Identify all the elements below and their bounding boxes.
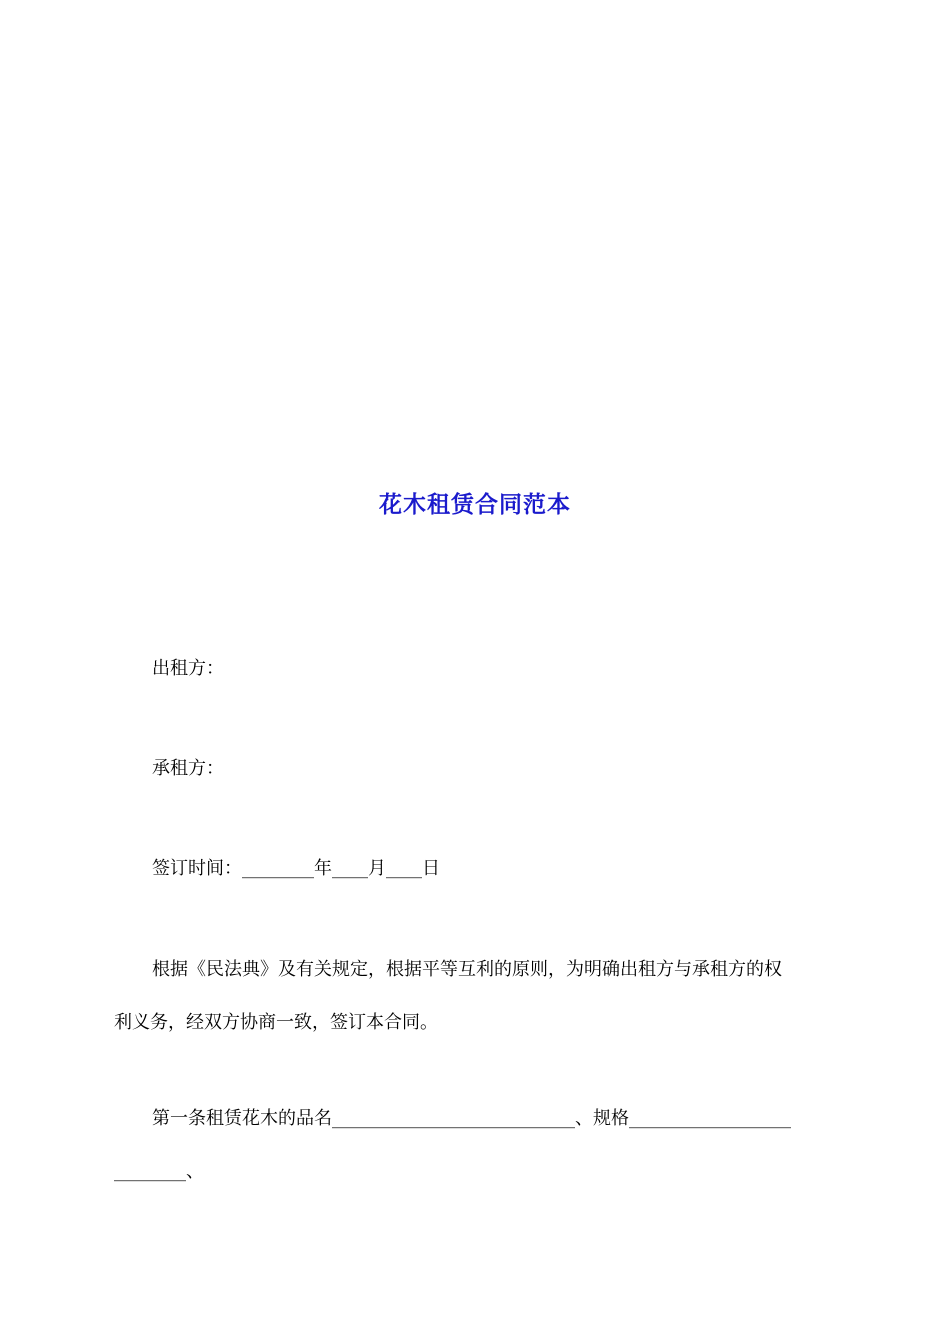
lessor-label: 出租方： bbox=[152, 658, 224, 679]
sign-date-line: 签订时间：________年____月____日 bbox=[152, 858, 440, 879]
document-title: 花木租赁合同范本 bbox=[379, 491, 571, 518]
article-1-line-2: ________、 bbox=[114, 1161, 204, 1182]
preamble-line-2: 利义务，经双方协商一致，签订本合同。 bbox=[114, 1012, 438, 1033]
preamble-line-1: 根据《民法典》及有关规定，根据平等互利的原则，为明确出租方与承租方的权 bbox=[152, 959, 782, 980]
lessee-label: 承租方： bbox=[152, 758, 224, 779]
article-1-line-1: 第一条租赁花木的品名___________________________、规格__________________ bbox=[152, 1108, 791, 1129]
